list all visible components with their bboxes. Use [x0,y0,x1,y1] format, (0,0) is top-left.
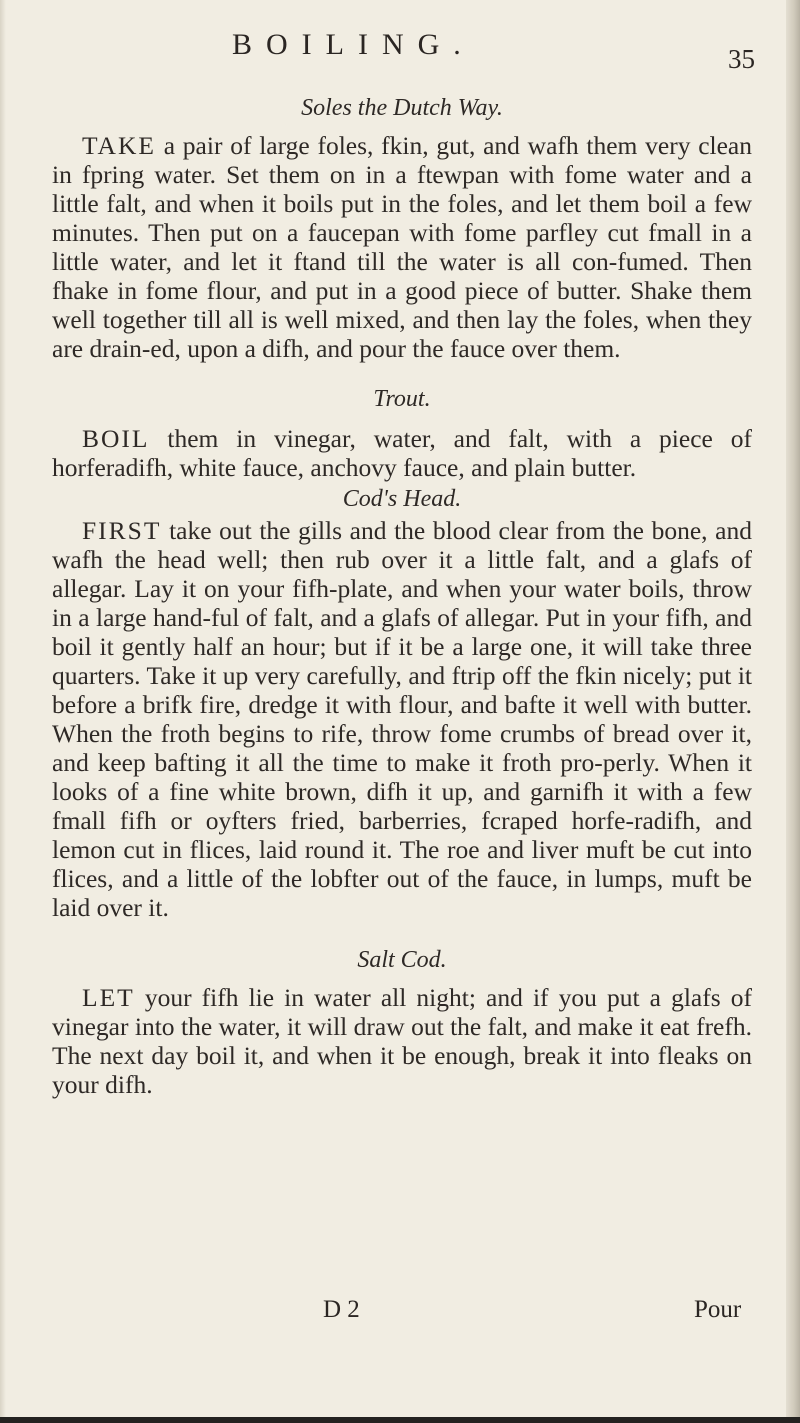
running-head: BOILING. [232,28,475,61]
paragraph-text: them in vinegar, water, and falt, with a piece of horferadifh, white fauce, anchovy fauce, and plain butter. [52,424,752,482]
text-block [52,80,752,1099]
lead-word: LET [82,983,135,1012]
section-heading-cods-head: Cod's Head. [342,486,462,512]
paragraph-text: your fifh lie in water all night; and if you put a glafs of vinegar into the water, it will draw out the falt, and make it eat frefh. The next day boil it, and when it be enough, break it into fleaks on your difh. [52,983,752,1099]
page-number: 35 [728,44,755,74]
bottom-edge [0,1417,800,1423]
paragraph-cods-head [52,516,752,922]
paragraph-salt-cod [52,983,752,1099]
lead-word: FIRST [82,516,162,545]
page-edge-left [0,0,6,1423]
lead-word: BOIL [82,424,150,453]
signature-mark: D 2 [323,1296,360,1323]
section-heading-salt-cod: Salt Cod. [357,947,447,973]
paragraph-soles [52,131,752,363]
page-edge-right [786,0,800,1423]
paragraph-text: take out the gills and the blood clear from the bone, and wafh the head well; then rub over it a little falt, and a glafs of allegar. Lay it on your fifh-plate, and when your water boils, throw in a large hand-ful of falt, and a glafs of allegar. Put in your fifh, and boil it gently half an hour; but if it be a large one, it will take three quarters. Take it up very carefully, and ftrip off the fkin nicely; put it before a brifk fire, dredge it with flour, and bafte it well with butter. When the froth begins to rife, throw fome crumbs of bread over it, and keep bafting it all the time to make it froth pro-perly. When it looks of a fine white brown, difh it up, and garnifh it with a few fmall fifh or oyfters fried, barberries, fcraped horfe-radifh, and lemon cut in flices, laid round it. The roe and liver muft be cut into flices, and a little of the lobfter out of the fauce, in lumps, muft be laid over it. [52,516,752,922]
paragraph-text: a pair of large foles, fkin, gut, and wafh them very clean in fpring water. Set them on in a ftewpan with fome water and a little falt, and when it boils put in the foles, and let them boil a few minutes. Then put on a faucepan with fome parfley cut fmall in a little water, and let it ftand till the water is all con-fumed. Then fhake in fome flour, and put in a good piece of butter. Shake them well together till all is well mixed, and then lay the foles, when they are drain-ed, upon a difh, and pour the fauce over them. [52,131,752,363]
section-heading-trout: Trout. [373,386,431,412]
lead-word: TAKE [82,131,156,160]
paragraph-trout [52,424,752,482]
section-heading-soles: Soles the Dutch Way. [301,95,503,121]
catchword: Pour [694,1296,742,1323]
